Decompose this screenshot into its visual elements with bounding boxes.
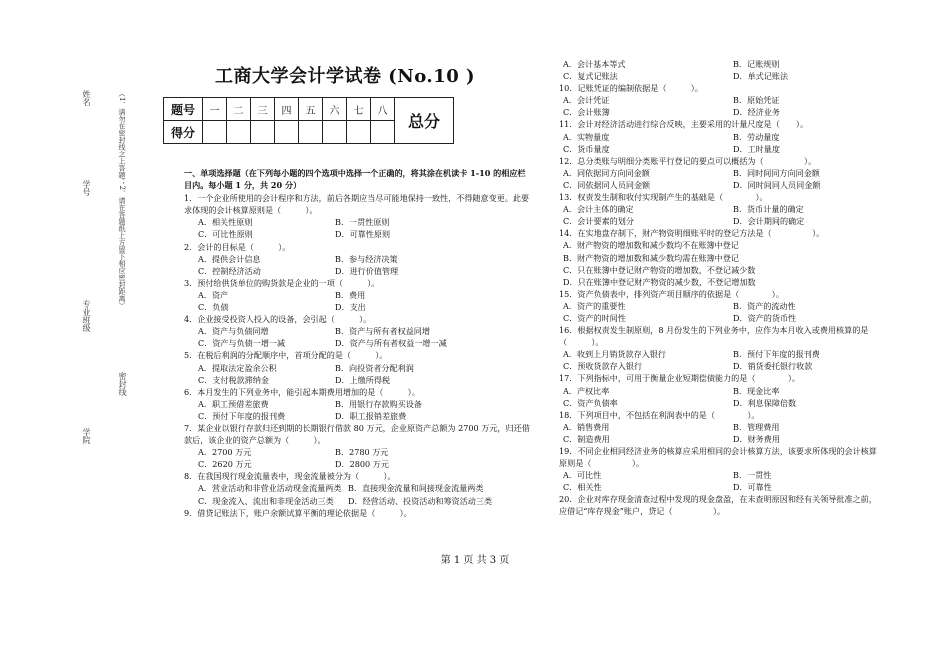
- option: C．支付税款滞纳金: [198, 374, 269, 385]
- question-list: [170, 192, 530, 519]
- options-group: [170, 289, 530, 313]
- options-group: [545, 167, 880, 191]
- options-group: [545, 239, 880, 287]
- option: B．同时间同方向同金额: [733, 167, 820, 178]
- score-cell[interactable]: [203, 121, 227, 144]
- options-group: [170, 253, 530, 277]
- section-heading: 一、单项选择题（在下列每小题的四个选项中选择一个正确的，将其涂在机读卡 1-10 的相应栏目内。每小题 1 分，共 20 分）: [184, 168, 526, 191]
- question-stem: 11．会计对经济活动进行综合反映，主要采用的计量尺度是（ ）。: [559, 119, 809, 130]
- question-stem: 12．总分类账与明细分类账平行登记的要点可以概括为（ ）。: [559, 155, 817, 166]
- options-group: [545, 469, 880, 493]
- options-group: [170, 446, 530, 470]
- question-list: [545, 82, 880, 517]
- option: C．可比性原则: [198, 229, 253, 240]
- option: C．预收货款存入银行: [563, 361, 643, 372]
- question-stem: 10．记账凭证的编制依据是（ ）。: [559, 83, 703, 94]
- option: D．资产的货币性: [733, 312, 797, 323]
- options-group: [545, 203, 880, 227]
- question-number-header: 题号: [164, 98, 203, 121]
- section-number: 四: [275, 98, 299, 121]
- option: C．预付下年度的报刊费: [198, 410, 286, 421]
- option: C．相关性: [563, 482, 602, 493]
- option: C．只在账簿中登记财产物资的增加数，不登记减少数: [563, 264, 756, 275]
- question-stem: 16．根据权责发生制原则，8 月份发生的下列业务中，应作为本月收入或费用核算的是（ ）。: [559, 325, 869, 348]
- section-number: 八: [371, 98, 395, 121]
- options-group: [545, 348, 880, 372]
- right-column: [545, 58, 880, 518]
- score-cell[interactable]: [251, 121, 275, 144]
- option: D．支出: [335, 302, 366, 313]
- question-stem: 7．某企业以银行存款归还到期的长期银行借款 80 万元，企业原资产总额为 2700 万元，归还借款后，该企业的资产总额为（ ）。: [184, 422, 530, 446]
- option: B．用银行存款购买设备: [335, 398, 422, 409]
- option: D．利息保障倍数: [733, 397, 797, 408]
- option: C．负债: [198, 302, 229, 313]
- option: A．会计凭证: [563, 95, 610, 106]
- option: D．可靠性原则: [335, 229, 391, 240]
- question-stem: 3．预付给供货单位的购货款是企业的一项（ ）。: [184, 277, 380, 288]
- option: A．提供会计信息: [198, 253, 261, 264]
- option: D．可靠性: [733, 482, 772, 493]
- section-number: 五: [299, 98, 323, 121]
- options-group: [545, 131, 880, 155]
- option: A．资产与负债同增: [198, 326, 269, 337]
- option: A．实物量度: [563, 131, 610, 142]
- option: A．会计基本等式: [563, 59, 626, 69]
- name-label: 姓名: [82, 90, 91, 106]
- question-stem: 2．会计的目标是（ ）。: [184, 241, 291, 252]
- option: A．产权比率: [563, 385, 610, 396]
- question-stem: 19．不同企业相同经济业务的核算应采用相同的会计核算方法，该要求所体现的会计核算原则是（ ）。: [559, 446, 877, 469]
- option: A．会计主体的确定: [563, 204, 634, 215]
- college-label: 学院: [82, 428, 91, 444]
- question-stem: 5．在税后利润的分配顺序中，首项分配的是（ ）。: [184, 350, 388, 361]
- question-stem: 9．借贷记账法下，账户余额试算平衡的理论依据是（ ）。: [184, 507, 412, 518]
- option: B．资产与所有者权益同增: [335, 326, 430, 337]
- score-cell[interactable]: [323, 121, 347, 144]
- seal-instruction: （1．请勿在密封线之上答题；2．请在答题纸上方留下相应密封距离）: [118, 90, 126, 309]
- option: A．销售费用: [563, 421, 610, 432]
- total-score-header: 总分: [395, 98, 454, 144]
- question-stem: 1．一个企业所使用的会计程序和方法，前后各期应当尽可能地保持一致性，不得随意变更。此要求体现的会计核算原则是（ ）。: [184, 193, 530, 216]
- exam-title: 工商大学会计学试卷 (No.10 ): [215, 66, 476, 87]
- option: B．财产物资的增加数和减少数均需在账簿中登记: [563, 252, 739, 263]
- option: A．收到上月销货款存入银行: [563, 349, 666, 360]
- options-group: [170, 216, 530, 240]
- question-stem: 13．权责发生制和收付实现制产生的基础是（ ）。: [559, 192, 768, 203]
- option: B．货币计量的确定: [733, 204, 804, 215]
- question-stem: 20．企业对库存现金清查过程中发现的现金盘盈，在未查明原因和经有关领导批准之前，应借记“库存现金”账户，贷记（ ）。: [559, 494, 877, 517]
- score-table: [163, 97, 454, 144]
- option: C．货币量度: [563, 143, 610, 154]
- option: D．销货委托银行收款: [733, 361, 813, 372]
- score-cell[interactable]: [299, 121, 323, 144]
- option: C．资产的时间性: [563, 312, 626, 323]
- section-number: 三: [251, 98, 275, 121]
- option: C．资产与负债一增一减: [198, 338, 286, 349]
- options-q9: [545, 58, 880, 82]
- option: C．会计要素的划分: [563, 216, 634, 227]
- question-stem: 17．下列指标中，可用于衡量企业短期偿债能力的是（ ）。: [559, 373, 800, 384]
- options-group: [170, 325, 530, 349]
- options-group: [545, 385, 880, 409]
- option: A．相关性原则: [198, 217, 253, 228]
- option: A．资产: [198, 289, 229, 300]
- option: A．财产物资的增加数和减少数均不在账簿中登记: [563, 240, 739, 251]
- option: B．2780 万元: [335, 447, 389, 458]
- option: B．现金比率: [733, 385, 780, 396]
- question-stem: 6．本月发生的下列业务中，能引起本期费用增加的是（ ）。: [184, 386, 420, 397]
- option: B．管理费用: [733, 421, 780, 432]
- score-cell[interactable]: [275, 121, 299, 144]
- option: C．资产负债率: [563, 397, 618, 408]
- score-cell[interactable]: [347, 121, 371, 144]
- option: C．2620 万元: [198, 459, 252, 470]
- option: B．预付下年度的报刊费: [733, 349, 820, 360]
- option: B．一贯性: [733, 470, 772, 481]
- student-id-label: 学号: [82, 180, 91, 196]
- option: A．2700 万元: [198, 447, 252, 458]
- section-number: 六: [323, 98, 347, 121]
- option: A．营业活动和非营业活动现金流量两类: [198, 483, 342, 494]
- option: D．同时间同人员同金额: [733, 179, 821, 190]
- option: D．单式记账法: [733, 71, 789, 82]
- question-stem: 8．在我国现行现金流量表中，现金流量被分为（ ）。: [184, 471, 396, 482]
- option: C．会计账簿: [563, 107, 610, 118]
- option: D．财务费用: [733, 433, 780, 444]
- option: B．一贯性原则: [335, 217, 390, 228]
- option: D．工时量度: [733, 143, 780, 154]
- section-number: 二: [227, 98, 251, 121]
- page-footer: 第 1 页 共 3 页: [440, 555, 510, 566]
- options-group: [545, 300, 880, 324]
- options-group: [170, 482, 530, 506]
- option: A．资产的重要性: [563, 300, 626, 311]
- option: B．原始凭证: [733, 95, 780, 106]
- option: D．进行价值管理: [335, 265, 399, 276]
- option: C．现金流入、流出和非现金活动三类: [198, 495, 334, 506]
- options-group: [545, 94, 880, 118]
- question-stem: 15．资产负债表中，排列资产项目顺序的依据是（ ）。: [559, 288, 784, 299]
- option: A．可比性: [563, 470, 602, 481]
- left-column: [170, 167, 530, 519]
- seal-line-label: 密封线: [118, 372, 127, 396]
- option: B．记账规则: [733, 59, 780, 69]
- option: D．经济业务: [733, 107, 780, 118]
- option: D．职工报销差旅费: [335, 410, 407, 421]
- option: D．上缴所得税: [335, 374, 391, 385]
- option: C．复式记账法: [563, 71, 618, 82]
- option: C．控制经济活动: [198, 265, 261, 276]
- options-group: [545, 421, 880, 445]
- options-group: [170, 362, 530, 386]
- score-cell[interactable]: [227, 121, 251, 144]
- option: B．费用: [335, 289, 366, 300]
- score-row-header: 得分: [164, 121, 203, 144]
- option: A．提取法定盈余公积: [198, 362, 277, 373]
- major-class-label: 专业班级: [82, 300, 91, 332]
- option: D．会计期间的确定: [733, 216, 805, 227]
- section-number: 一: [203, 98, 227, 121]
- question-stem: 14．在实地盘存制下，财产物资明细账平时的登记方法是（ ）。: [559, 228, 825, 239]
- option: D．资产与所有者权益一增一减: [335, 338, 447, 349]
- question-stem: 4．企业接受投资人投入的设备，会引起（ ）。: [184, 314, 372, 325]
- option: B．资产的流动性: [733, 300, 796, 311]
- option: D．经营活动、投资活动和筹资活动三类: [348, 495, 493, 506]
- option: B．劳动量度: [733, 131, 780, 142]
- option: A．职工预借差旅费: [198, 398, 269, 409]
- score-cell[interactable]: [371, 121, 395, 144]
- question-stem: 18．下列项目中，不包括在利润表中的是（ ）。: [559, 409, 760, 420]
- option: D．2800 万元: [335, 459, 389, 470]
- option: C．制造费用: [563, 433, 610, 444]
- option: D．只在账簿中登记财产物资的减少数，不登记增加数: [563, 276, 756, 287]
- options-group: [170, 398, 530, 422]
- option: B．参与经济决策: [335, 253, 398, 264]
- option: B．直接现金流量和间接现金流量两类: [348, 483, 484, 494]
- option: C．同依据同人员同金额: [563, 179, 651, 190]
- option: B．向投资者分配利润: [335, 362, 414, 373]
- section-number: 七: [347, 98, 371, 121]
- option: A．同依据同方向同金额: [563, 167, 650, 178]
